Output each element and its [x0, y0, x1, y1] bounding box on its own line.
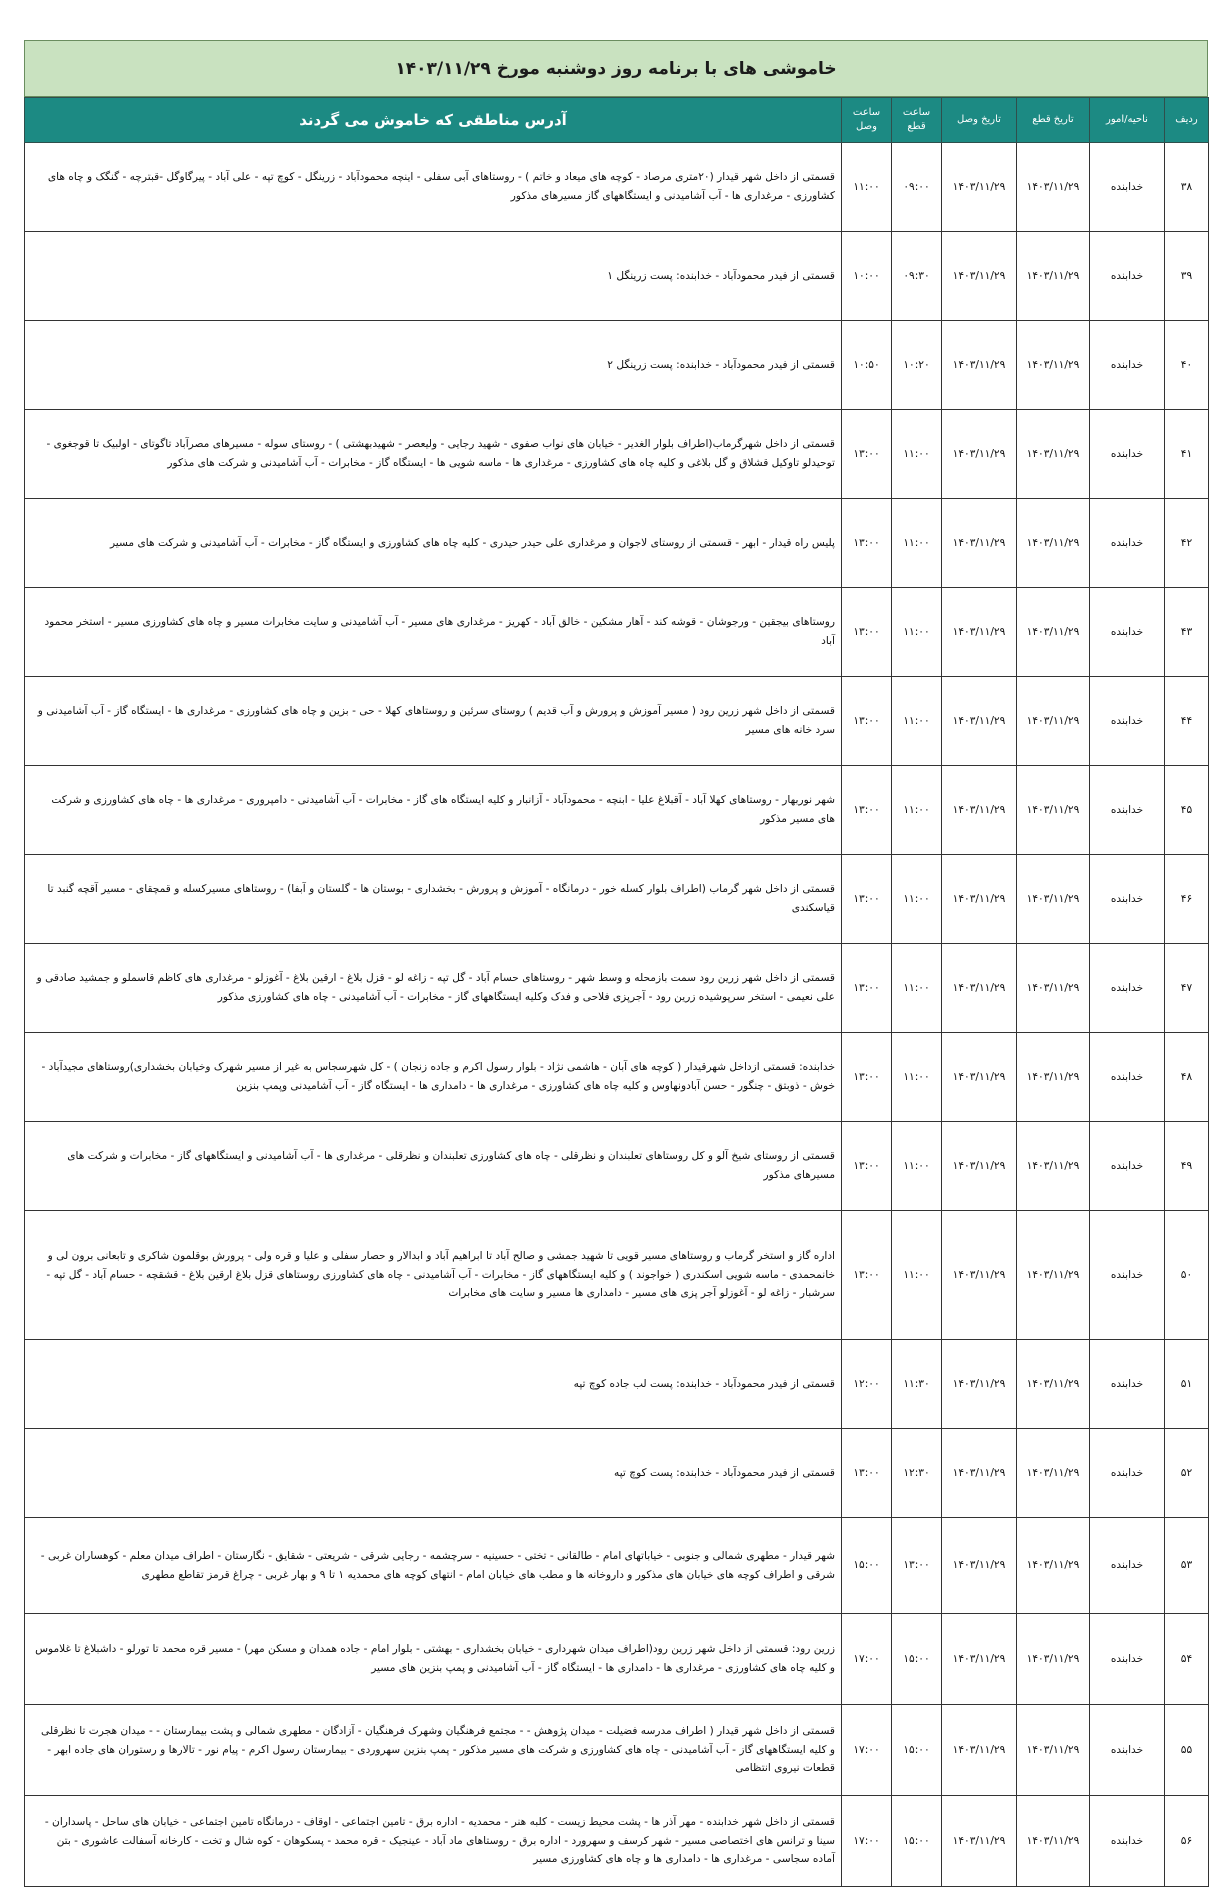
row-address: روستاهای بیجقین - ورجوشان - قوشه کند - آهار مشکین - خالق آباد - کهریز - مرغداری های مسیر - آب آشامیدنی و سایت مخابرات مسیر و چاه های کشاورزی مسیر - استخر محمود آباد — [25, 588, 842, 677]
row-cut-date: ۱۴۰۳/۱۱/۲۹ — [1017, 588, 1090, 677]
row-district: خدابنده — [1090, 1429, 1165, 1518]
outage-table — [24, 97, 1209, 1887]
table-row — [25, 1614, 1209, 1705]
row-number: ۴۴ — [1165, 677, 1209, 766]
row-cut-date: ۱۴۰۳/۱۱/۲۹ — [1017, 1429, 1090, 1518]
row-cut-time: ۰۹:۳۰ — [892, 232, 942, 321]
row-number: ۴۱ — [1165, 410, 1209, 499]
row-number: ۴۵ — [1165, 766, 1209, 855]
row-cut-date: ۱۴۰۳/۱۱/۲۹ — [1017, 855, 1090, 944]
row-restore-time: ۱۷:۰۰ — [842, 1614, 892, 1705]
row-address: قسمتی از فیدر محمودآباد - خدابنده: پست کوچ تپه — [25, 1429, 842, 1518]
row-restore-time: ۱۳:۰۰ — [842, 1033, 892, 1122]
row-address: قسمتی از داخل شهر زرین رود سمت بازمحله و وسط شهر - روستاهای حسام آباد - گل تپه - زاغه لو - قزل بلاغ - ارقین بلاغ - آغوزلو - مرغداری های کاظم قاسملو و جمشید صادقی و علی نعیمی - استخر سرپوشیده زرین رود - آجرپزی فلاحی و فدک وکلیه ایستگاههای گاز - مخابرات - آب آشامیدنی - چاه های کشاورزی مذکور — [25, 944, 842, 1033]
outage-schedule-sheet — [24, 40, 1208, 1881]
row-address: قسمتی از روستای شیخ آلو و کل روستاهای تعلبندان و نظرقلی - چاه های کشاورزی تعلبندان و نظرقلی - مرغداری ها - آب آشامیدنی و ایستگاههای گاز - مخابرات و شرکت های مسیرهای مذکور — [25, 1122, 842, 1211]
row-number: ۵۵ — [1165, 1705, 1209, 1796]
row-restore-time: ۱۳:۰۰ — [842, 499, 892, 588]
row-cut-date: ۱۴۰۳/۱۱/۲۹ — [1017, 321, 1090, 410]
row-cut-time: ۱۱:۰۰ — [892, 410, 942, 499]
row-number: ۴۳ — [1165, 588, 1209, 677]
row-number: ۴۰ — [1165, 321, 1209, 410]
row-restore-date: ۱۴۰۳/۱۱/۲۹ — [942, 588, 1017, 677]
row-district: خدابنده — [1090, 1796, 1165, 1887]
row-number: ۵۴ — [1165, 1614, 1209, 1705]
table-row — [25, 410, 1209, 499]
row-restore-date: ۱۴۰۳/۱۱/۲۹ — [942, 1614, 1017, 1705]
row-restore-time: ۱۱:۰۰ — [842, 143, 892, 232]
row-cut-time: ۱۵:۰۰ — [892, 1614, 942, 1705]
row-restore-time: ۱۵:۰۰ — [842, 1518, 892, 1614]
row-restore-date: ۱۴۰۳/۱۱/۲۹ — [942, 1705, 1017, 1796]
row-cut-date: ۱۴۰۳/۱۱/۲۹ — [1017, 1518, 1090, 1614]
header-address: آدرس مناطقی که خاموش می گردند — [25, 98, 842, 143]
table-header-row — [25, 98, 1209, 143]
row-restore-date: ۱۴۰۳/۱۱/۲۹ — [942, 677, 1017, 766]
row-district: خدابنده — [1090, 677, 1165, 766]
table-row — [25, 944, 1209, 1033]
row-restore-date: ۱۴۰۳/۱۱/۲۹ — [942, 1796, 1017, 1887]
row-restore-date: ۱۴۰۳/۱۱/۲۹ — [942, 499, 1017, 588]
row-restore-time: ۱۳:۰۰ — [842, 944, 892, 1033]
table-row — [25, 232, 1209, 321]
table-row — [25, 1796, 1209, 1887]
row-restore-date: ۱۴۰۳/۱۱/۲۹ — [942, 1122, 1017, 1211]
row-cut-time: ۱۵:۰۰ — [892, 1705, 942, 1796]
row-address: خدابنده: قسمتی ازداخل شهرقیدار ( کوچه های آبان - هاشمی نژاد - بلوار رسول اکرم و جاده زنجان ) - کل شهرسجاس به غیر از مسیر شهرک وخیابان بخشداری)روستاهای مجیدآباد - خوش - ذوبتق - چنگور - حسن آبادونهاوس و کلیه چاه های کشاورزی - مرغداری ها - دامداری ها - ایستگاه گاز - آب آشامیدنی وپمپ بنزین — [25, 1033, 842, 1122]
table-row — [25, 499, 1209, 588]
row-address: شهر نوربهار - روستاهای کهلا آباد - آقبلاغ علیا - ابنچه - محمودآباد - آزانبار و کلیه ایستگاه های گاز - مخابرات - آب آشامیدنی - دامپروری - مرغداری ها - چاه های کشاورزی و شرکت های مسیر مذکور — [25, 766, 842, 855]
row-cut-date: ۱۴۰۳/۱۱/۲۹ — [1017, 1122, 1090, 1211]
row-district: خدابنده — [1090, 1033, 1165, 1122]
row-restore-time: ۱۰:۰۰ — [842, 232, 892, 321]
row-restore-time: ۱۷:۰۰ — [842, 1705, 892, 1796]
row-cut-date: ۱۴۰۳/۱۱/۲۹ — [1017, 1614, 1090, 1705]
row-restore-date: ۱۴۰۳/۱۱/۲۹ — [942, 143, 1017, 232]
row-cut-date: ۱۴۰۳/۱۱/۲۹ — [1017, 1211, 1090, 1340]
row-district: خدابنده — [1090, 1340, 1165, 1429]
table-body — [25, 143, 1209, 1887]
row-cut-date: ۱۴۰۳/۱۱/۲۹ — [1017, 677, 1090, 766]
row-restore-time: ۱۳:۰۰ — [842, 1211, 892, 1340]
row-restore-date: ۱۴۰۳/۱۱/۲۹ — [942, 766, 1017, 855]
row-address: شهر قیدار - مطهری شمالی و جنوبی - خیاباتهای امام - طالقانی - تختی - حسینیه - سرچشمه - رجایی شرقی - شریعتی - شقایق - نگارستان - اطراف میدان معلم - کوهساران غربی - شرقی و اطراف کوچه های خیابان های مذکور و داروخانه ها و مطب های خیابان امام - انتهای کوچه های محمدیه ۱ تا ۹ و بهار غربی - چراغ قرمز تقاطع مطهری — [25, 1518, 842, 1614]
row-address: قسمتی از داخل شهرگرماب(اطراف بلوار الغدیر - خیابان های نواب صفوی - شهید رجایی - ولیعصر - شهیدبهشتی ) - روستای سوله - مسیرهای مصرآباد تاگوتای - اولبیک تا قوجغوی - توحیدلو تاوکیل قشلاق و گل بلاغی و کلیه چاه های کشاورزی - مرغداری ها - ماسه شویی ها - ایستگاه گاز - مخابرات - آب آشامیدنی و شرکت های مذکور — [25, 410, 842, 499]
row-cut-date: ۱۴۰۳/۱۱/۲۹ — [1017, 410, 1090, 499]
row-district: خدابنده — [1090, 499, 1165, 588]
row-district: خدابنده — [1090, 410, 1165, 499]
row-number: ۴۷ — [1165, 944, 1209, 1033]
row-number: ۴۲ — [1165, 499, 1209, 588]
row-restore-time: ۱۳:۰۰ — [842, 588, 892, 677]
row-number: ۴۶ — [1165, 855, 1209, 944]
row-restore-time: ۱۳:۰۰ — [842, 410, 892, 499]
header-radif: ردیف — [1165, 98, 1209, 143]
table-row — [25, 677, 1209, 766]
row-restore-time: ۱۳:۰۰ — [842, 855, 892, 944]
table-row — [25, 1122, 1209, 1211]
row-number: ۵۰ — [1165, 1211, 1209, 1340]
row-restore-time: ۱۷:۰۰ — [842, 1796, 892, 1887]
row-cut-time: ۱۱:۰۰ — [892, 855, 942, 944]
row-restore-time: ۱۳:۰۰ — [842, 677, 892, 766]
row-restore-date: ۱۴۰۳/۱۱/۲۹ — [942, 944, 1017, 1033]
row-cut-date: ۱۴۰۳/۱۱/۲۹ — [1017, 766, 1090, 855]
row-cut-time: ۱۱:۰۰ — [892, 1033, 942, 1122]
table-row — [25, 766, 1209, 855]
row-cut-time: ۱۳:۰۰ — [892, 1518, 942, 1614]
row-district: خدابنده — [1090, 143, 1165, 232]
header-saat-vasl: ساعت وصل — [842, 98, 892, 143]
table-row — [25, 1705, 1209, 1796]
row-number: ۵۳ — [1165, 1518, 1209, 1614]
row-restore-date: ۱۴۰۳/۱۱/۲۹ — [942, 321, 1017, 410]
row-district: خدابنده — [1090, 232, 1165, 321]
row-address: قسمتی از داخل شهر خدابنده - مهر آذر ها - پشت محیط زیست - کلبه هنر - محمدیه - اداره برق - تامین اجتماعی - اوقاف - درمانگاه تامین اجتماعی - خیابان های ساحل - پاسداران - سینا و ترانس های اختصاصی مسیر - شهر کرسف و سهرورد - اداره برق - روستاهای ماد آباد - عینجیک - قره محمد - پسکوهان - کوه شال و تخت - کارخانه آسفالت عاشوری - بتن آماده سجاسی - مرغداری ها - دامداری ها و چاه های کشاورزی مسیر — [25, 1796, 842, 1887]
row-number: ۴۸ — [1165, 1033, 1209, 1122]
row-address: قسمتی از داخل شهر قیدار ( اطراف مدرسه فضیلت - میدان پژوهش - - مجتمع فرهنگیان وشهرک فرهنگیان - آزادگان - مطهری شمالی و پشت بیمارستان - - میدان هجرت تا نظرقلی و کلیه ایستگاههای گاز - آب آشامیدنی - چاه های کشاورزی و شرکت های مسیر مذکور - پمپ بنزین سهروردی - بیمارستان رسول اکرم - پیام نور - تالارها و رستوران های جاده ابهر - قطعات نیروی انتظامی — [25, 1705, 842, 1796]
row-cut-time: ۱۱:۰۰ — [892, 1211, 942, 1340]
table-row — [25, 588, 1209, 677]
table-row — [25, 1033, 1209, 1122]
row-district: خدابنده — [1090, 766, 1165, 855]
row-address: اداره گاز و استخر گرماب و روستاهای مسیر قویی تا شهید جمشی و صالح آباد تا ابراهیم آباد و ابدالار و حصار سفلی و علیا و قره ولی - پرورش بوقلمون شاکری و تابعانی برون لی و خانمحمدی - ماسه شویی اسکندری ( خواجوند ) و کلیه ایستگاههای گاز - مخابرات - آب آشامیدنی - چاه های کشاورزی روستاهای قزل بلاغ ارقین بلاغ - قشقچه - حسام آباد - گل تپه - سرشبار - زاغه لو - آغوزلو آجر پزی های مسیر - دامداری ها مسیر و سایت های مخابرات — [25, 1211, 842, 1340]
row-address: قسمتی از فیدر محمودآباد - خدابنده: پست زرینگل ۱ — [25, 232, 842, 321]
header-tarikh-vasl: تاریخ وصل — [942, 98, 1017, 143]
row-district: خدابنده — [1090, 855, 1165, 944]
row-restore-time: ۱۳:۰۰ — [842, 1429, 892, 1518]
row-cut-date: ۱۴۰۳/۱۱/۲۹ — [1017, 1796, 1090, 1887]
row-cut-time: ۱۱:۳۰ — [892, 1340, 942, 1429]
row-number: ۳۹ — [1165, 232, 1209, 321]
row-cut-time: ۱۱:۰۰ — [892, 588, 942, 677]
row-address: قسمتی از داخل شهر زرین رود ( مسیر آموزش و پرورش و آب قدیم ) روستای سرئین و روستاهای کهلا - حی - بزین و چاه های کشاورزی - مرغداری ها - ایستگاه گاز - آب آشامیدنی و سرد خانه های مسیر — [25, 677, 842, 766]
row-cut-date: ۱۴۰۳/۱۱/۲۹ — [1017, 1033, 1090, 1122]
row-number: ۵۶ — [1165, 1796, 1209, 1887]
row-cut-time: ۰۹:۰۰ — [892, 143, 942, 232]
row-address: پلیس راه قیدار - ابهر - قسمتی از روستای لاجوان و مرغداری علی حیدر حیدری - کلیه چاه های کشاورزی و ایستگاه گاز - مخابرات - آب آشامیدنی و شرکت های مسیر — [25, 499, 842, 588]
row-restore-date: ۱۴۰۳/۱۱/۲۹ — [942, 1340, 1017, 1429]
header-nahie: ناحیه/امور — [1090, 98, 1165, 143]
row-address: قسمتی از فیدر محمودآباد - خدابنده: پست لب جاده کوچ تپه — [25, 1340, 842, 1429]
row-district: خدابنده — [1090, 944, 1165, 1033]
row-number: ۵۱ — [1165, 1340, 1209, 1429]
row-number: ۴۹ — [1165, 1122, 1209, 1211]
row-cut-time: ۱۱:۰۰ — [892, 499, 942, 588]
row-restore-time: ۱۰:۵۰ — [842, 321, 892, 410]
table-row — [25, 1211, 1209, 1340]
row-address: قسمتی از فیدر محمودآباد - خدابنده: پست زرینگل ۲ — [25, 321, 842, 410]
row-number: ۳۸ — [1165, 143, 1209, 232]
row-restore-date: ۱۴۰۳/۱۱/۲۹ — [942, 855, 1017, 944]
row-restore-time: ۱۳:۰۰ — [842, 766, 892, 855]
row-cut-date: ۱۴۰۳/۱۱/۲۹ — [1017, 143, 1090, 232]
row-district: خدابنده — [1090, 321, 1165, 410]
table-row — [25, 321, 1209, 410]
row-restore-date: ۱۴۰۳/۱۱/۲۹ — [942, 232, 1017, 321]
table-row — [25, 1340, 1209, 1429]
row-restore-date: ۱۴۰۳/۱۱/۲۹ — [942, 1518, 1017, 1614]
row-district: خدابنده — [1090, 1122, 1165, 1211]
row-cut-time: ۱۱:۰۰ — [892, 1122, 942, 1211]
row-cut-date: ۱۴۰۳/۱۱/۲۹ — [1017, 499, 1090, 588]
row-address: زرین رود: قسمتی از داخل شهر زرین رود(اطراف میدان شهرداری - خیابان بخشداری - بهشتی - بلوار امام - جاده همدان و مسکن مهر) - مسیر قره محمد تا تورلو - داشبلاغ تا غلاموس و کلیه چاه های کشاورزی - مرغداری ها - دامداری ها - ایستگاه گاز - آب آشامیدنی و پمپ بنزین های مسیر — [25, 1614, 842, 1705]
header-saat-qat: ساعت قطع — [892, 98, 942, 143]
row-cut-date: ۱۴۰۳/۱۱/۲۹ — [1017, 944, 1090, 1033]
row-cut-date: ۱۴۰۳/۱۱/۲۹ — [1017, 1705, 1090, 1796]
row-address: قسمتی از داخل شهر قیدار (۲۰متری مرصاد - کوچه های میعاد و خاتم ) - روستاهای آبی سفلی - اینچه محمودآباد - زرینگل - کوچ تپه - علی آباد - پیرگاوگل -قبترچه - گنگک و چاه های کشاورزی - مرغداری ها - آب آشامیدنی و ایستگاههای گاز مسیرهای مذکور — [25, 143, 842, 232]
row-cut-time: ۱۱:۰۰ — [892, 944, 942, 1033]
page-title: خاموشی های با برنامه روز دوشنبه مورخ ۱۴۰۳/۱۱/۲۹ — [24, 40, 1208, 97]
header-tarikh-qat: تاریخ قطع — [1017, 98, 1090, 143]
row-cut-date: ۱۴۰۳/۱۱/۲۹ — [1017, 232, 1090, 321]
row-restore-date: ۱۴۰۳/۱۱/۲۹ — [942, 1429, 1017, 1518]
row-cut-time: ۱۰:۲۰ — [892, 321, 942, 410]
table-row — [25, 143, 1209, 232]
row-cut-date: ۱۴۰۳/۱۱/۲۹ — [1017, 1340, 1090, 1429]
row-cut-time: ۱۵:۰۰ — [892, 1796, 942, 1887]
row-district: خدابنده — [1090, 1518, 1165, 1614]
row-district: خدابنده — [1090, 1705, 1165, 1796]
table-row — [25, 1429, 1209, 1518]
row-address: قسمتی از داخل شهر گرماب (اطراف بلوار کسله خور - درمانگاه - آموزش و پرورش - بخشداری - بوستان ها - گلستان و آبفا) - روستاهای مسیرکسله و قمچقای - مسیر آقچه گنبد تا قیاسکندی — [25, 855, 842, 944]
row-district: خدابنده — [1090, 1614, 1165, 1705]
row-restore-time: ۱۳:۰۰ — [842, 1122, 892, 1211]
row-cut-time: ۱۲:۳۰ — [892, 1429, 942, 1518]
row-restore-time: ۱۲:۰۰ — [842, 1340, 892, 1429]
table-row — [25, 855, 1209, 944]
row-cut-time: ۱۱:۰۰ — [892, 766, 942, 855]
row-district: خدابنده — [1090, 588, 1165, 677]
row-number: ۵۲ — [1165, 1429, 1209, 1518]
row-restore-date: ۱۴۰۳/۱۱/۲۹ — [942, 1211, 1017, 1340]
row-restore-date: ۱۴۰۳/۱۱/۲۹ — [942, 410, 1017, 499]
table-row — [25, 1518, 1209, 1614]
row-restore-date: ۱۴۰۳/۱۱/۲۹ — [942, 1033, 1017, 1122]
row-cut-time: ۱۱:۰۰ — [892, 677, 942, 766]
row-district: خدابنده — [1090, 1211, 1165, 1340]
